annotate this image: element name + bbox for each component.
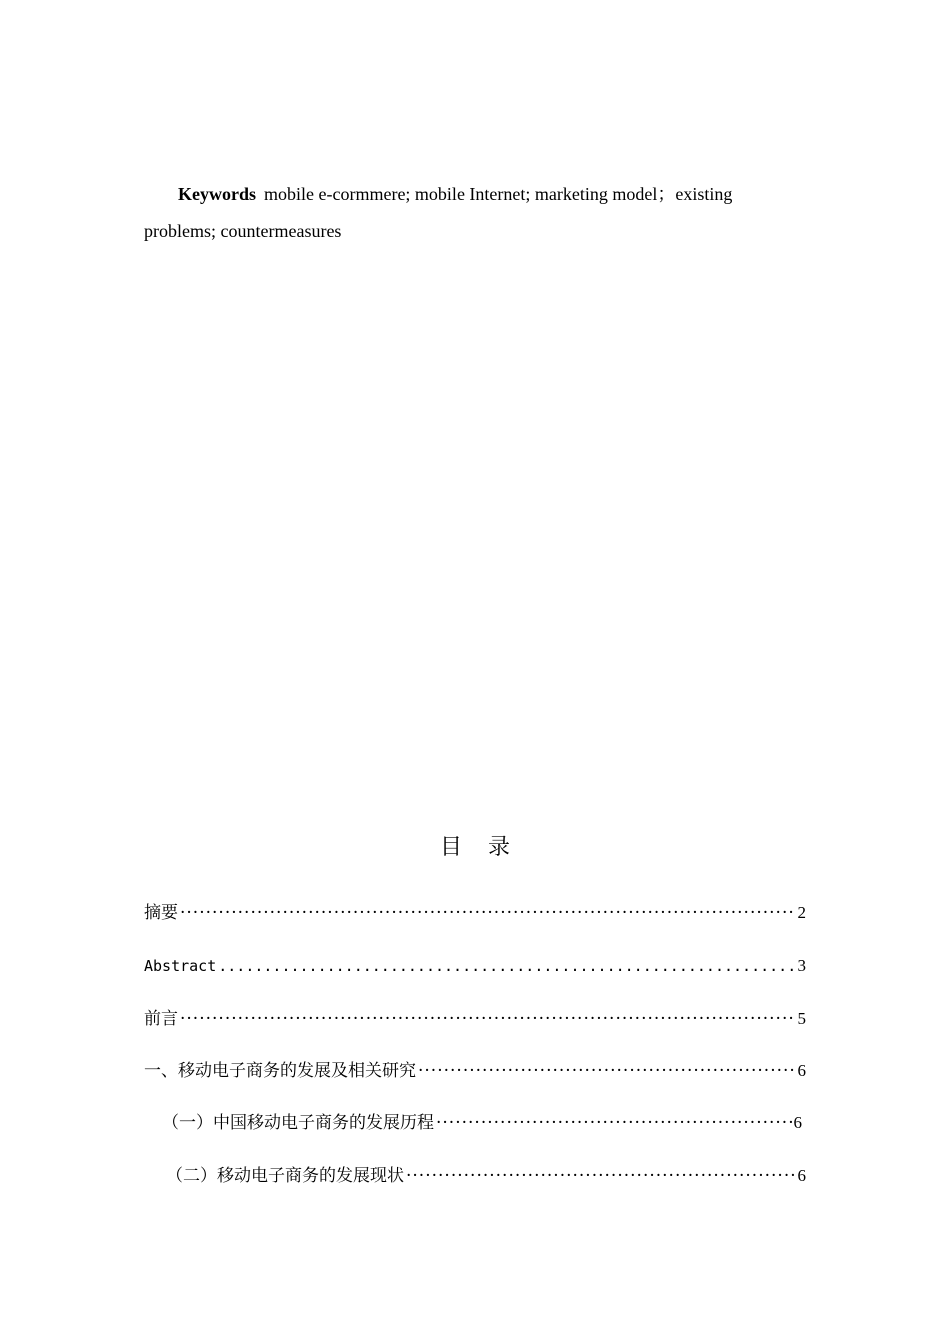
toc-entry-page: 6 [797, 1166, 806, 1185]
toc-entry-page: 2 [797, 903, 806, 922]
toc-entry-page: 3 [797, 956, 806, 975]
toc-title: 目录 [439, 835, 536, 860]
toc-entry-chapter-1[interactable] [144, 1058, 806, 1084]
toc-leader-dots [436, 1110, 792, 1136]
toc-entry-abstract-en[interactable] [144, 953, 806, 979]
keywords-label: Keywords [178, 184, 256, 204]
toc-entry-page: 6 [793, 1113, 802, 1132]
toc-entry-section-1-2[interactable] [166, 1163, 806, 1189]
toc-leader-dots [218, 953, 795, 979]
toc-entry-page: 5 [797, 1009, 806, 1028]
toc-entry-label: （一）中国移动电子商务的发展历程 [162, 1113, 434, 1133]
toc-entry-page: 6 [797, 1061, 806, 1080]
toc-leader-dots [180, 900, 796, 926]
toc-entry-label: （二）移动电子商务的发展现状 [166, 1166, 404, 1186]
toc-entry-label: 前言 [144, 1009, 178, 1029]
toc-entry-label: 一、移动电子商务的发展及相关研究 [144, 1061, 416, 1081]
toc-entry-section-1-1[interactable] [162, 1110, 802, 1136]
toc-leader-dots [418, 1058, 796, 1084]
toc-entry-abstract-cn[interactable] [144, 900, 806, 926]
toc-entry-label: 摘要 [144, 903, 178, 923]
toc-leader-dots [406, 1163, 796, 1189]
toc-leader-dots [180, 1006, 796, 1032]
keywords-text: mobile e-cormmere; mobile Internet; marketing model；existing problems; countermeasures [144, 184, 733, 241]
toc-entry-label: Abstract [144, 957, 217, 975]
toc-entry-preface[interactable] [144, 1006, 806, 1032]
keywords-paragraph [144, 176, 784, 250]
